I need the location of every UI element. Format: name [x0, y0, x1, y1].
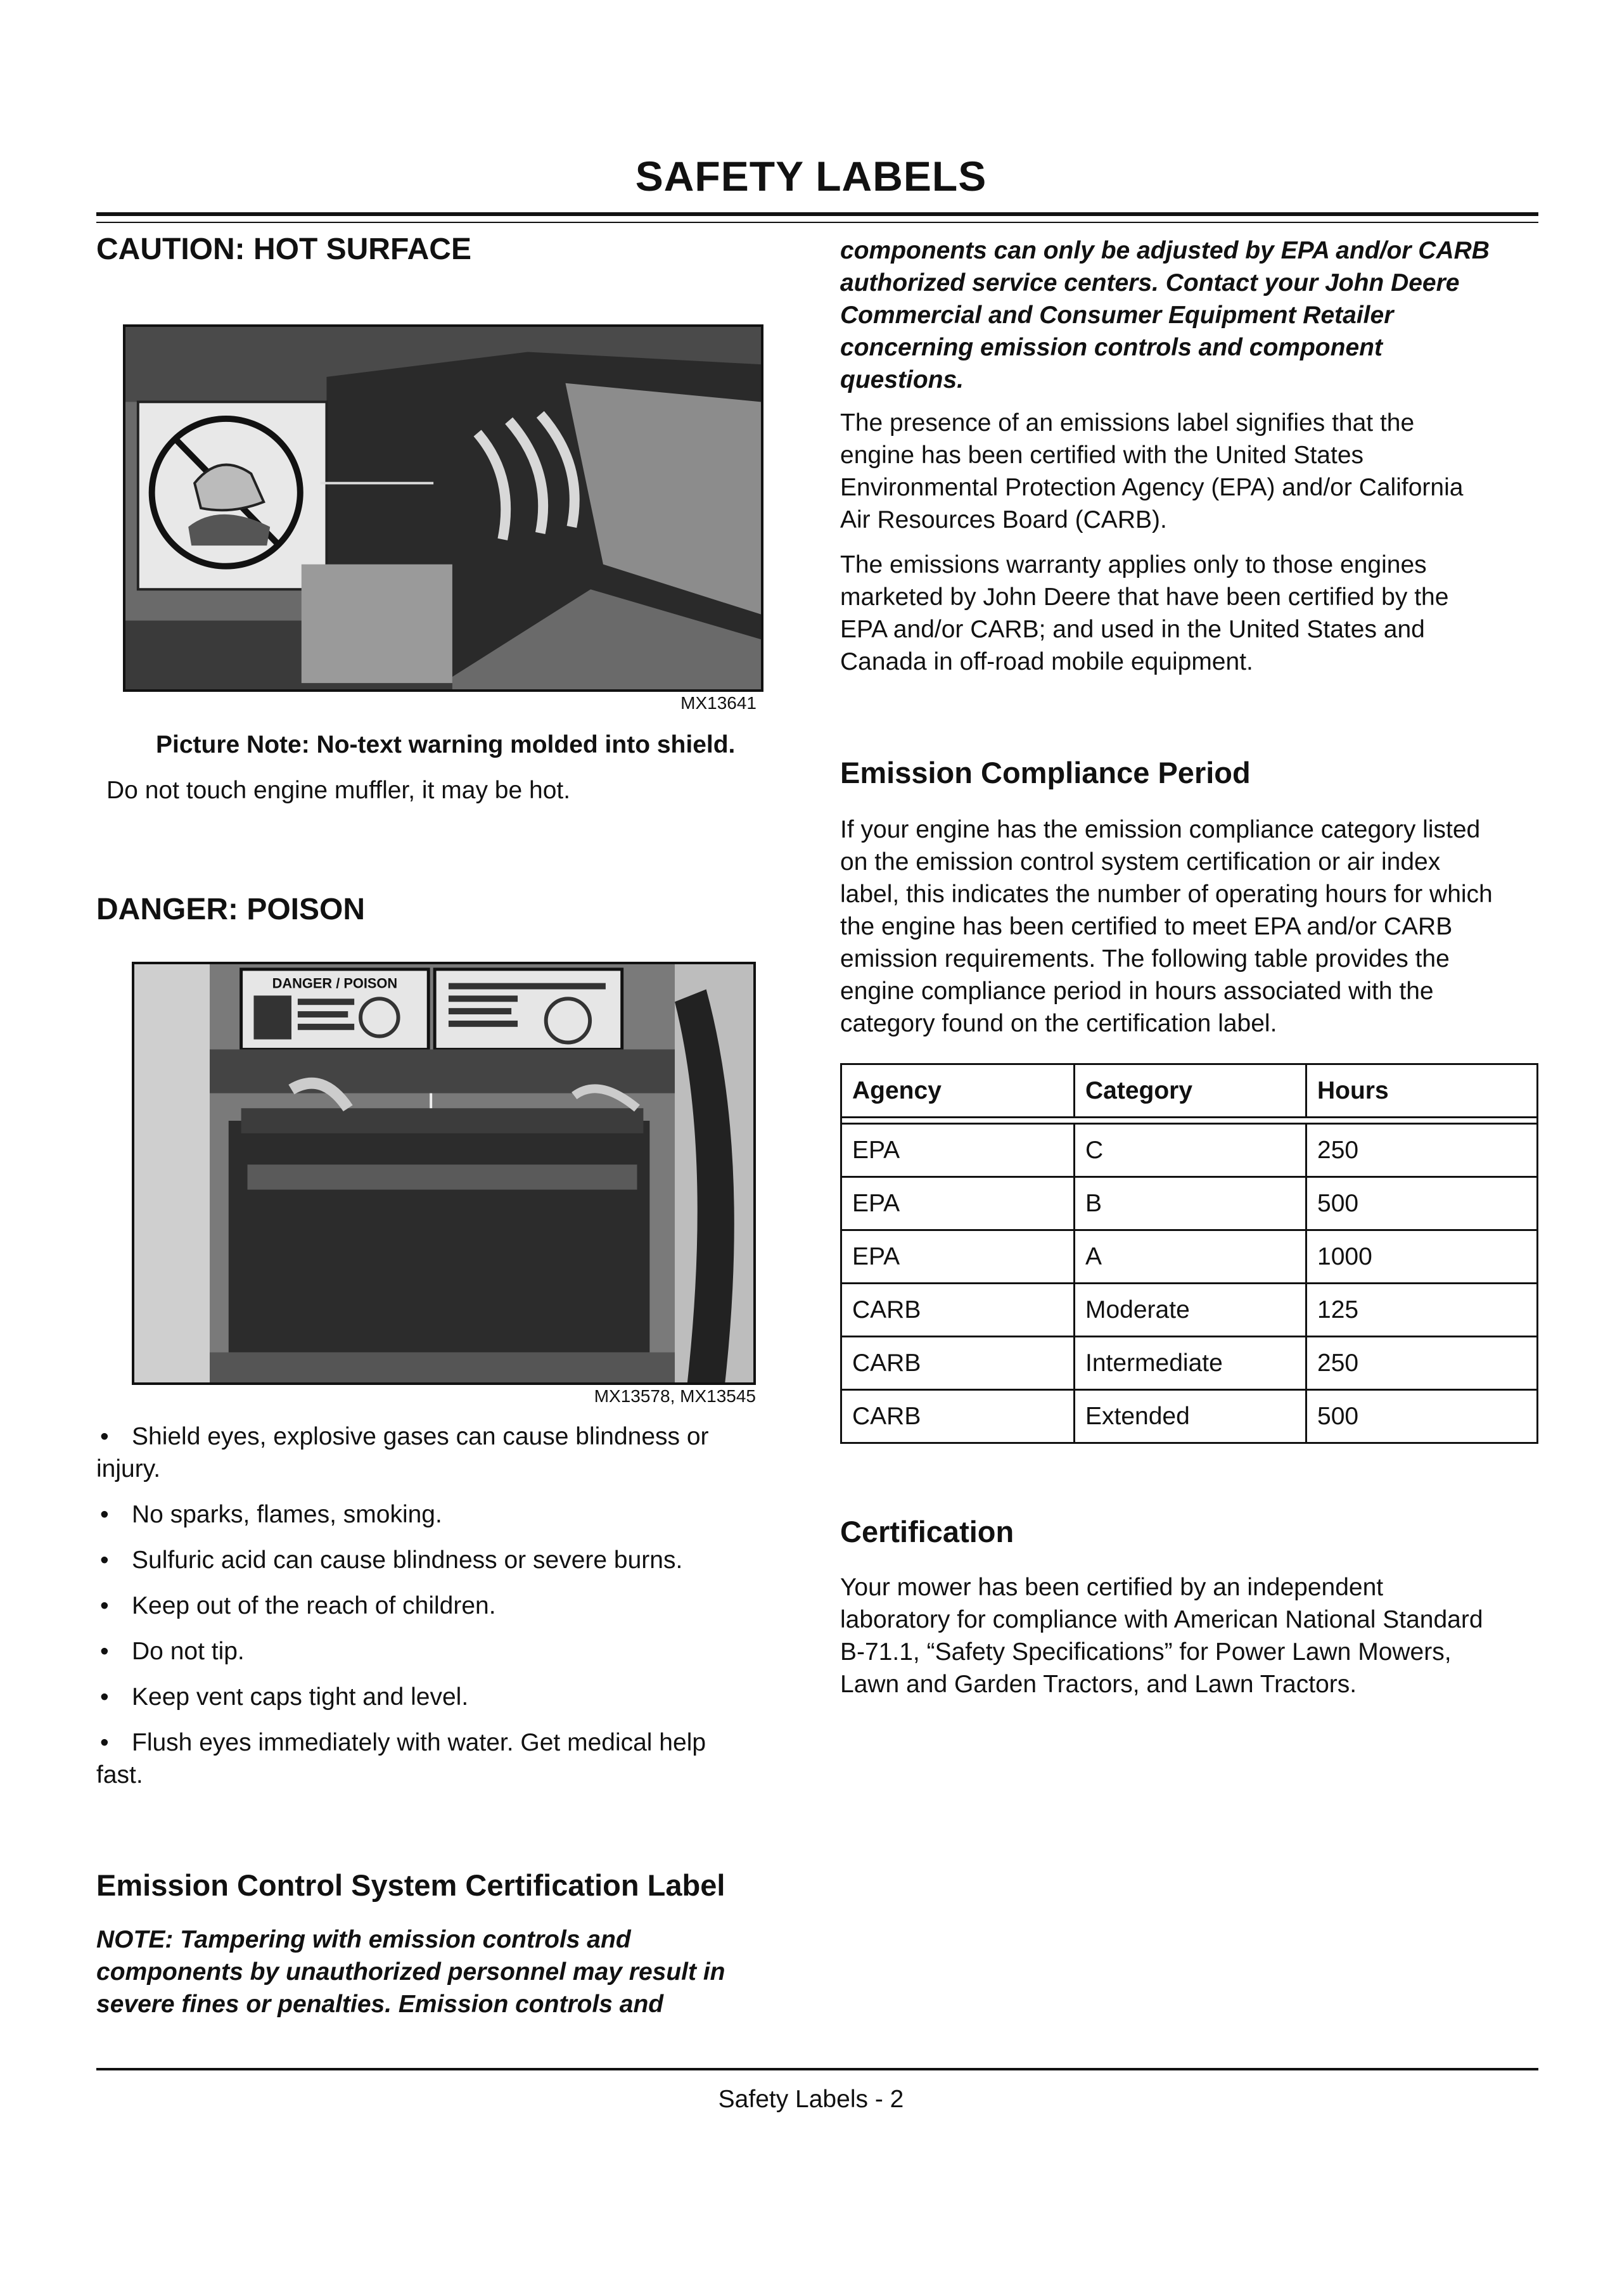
table-cell-category: A: [1075, 1230, 1306, 1284]
emission-paragraph-1: [840, 407, 1543, 536]
bullet-marker: •: [100, 1729, 109, 1756]
table-cell-hours: 250: [1306, 1337, 1538, 1390]
table-cell-hours: 125: [1306, 1284, 1538, 1337]
bullet-marker: •: [100, 1638, 109, 1665]
bullet-marker: •: [100, 1423, 109, 1450]
muffler-shield-illustration: [125, 327, 761, 689]
table-row: [841, 1337, 1538, 1390]
table-row: [841, 1177, 1538, 1230]
paragraph-line: laboratory for compliance with American National Standard: [840, 1606, 1483, 1633]
note-line: authorized service centers. Contact your John Deere: [840, 269, 1460, 297]
emission-paragraph-2: [840, 549, 1543, 678]
header-rule-thick: [96, 212, 1538, 216]
certification-paragraph: [840, 1571, 1543, 1700]
table-cell-category: B: [1075, 1177, 1306, 1230]
battery-illustration: [134, 964, 753, 1382]
danger-bullet-item: [96, 1590, 781, 1622]
note-line: components can only be adjusted by EPA and/or CARB: [840, 237, 1490, 264]
paragraph-line: Air Resources Board (CARB).: [840, 506, 1167, 533]
paragraph-line: label, this indicates the number of operating hours for which: [840, 881, 1493, 908]
table-header-hours: Hours: [1306, 1064, 1538, 1118]
paragraph-line: engine compliance period in hours associated with the: [840, 978, 1434, 1005]
bullet-text: No sparks, flames, smoking.: [132, 1501, 442, 1528]
table-header-category: Category: [1075, 1064, 1306, 1118]
table-cell-agency: EPA: [841, 1124, 1075, 1177]
table-cell-agency: EPA: [841, 1177, 1075, 1230]
danger-bullet-item: [96, 1498, 781, 1531]
note-line: NOTE: Tampering with emission controls and: [96, 1926, 631, 1953]
table-cell-agency: CARB: [841, 1284, 1075, 1337]
paragraph-line: Environmental Protection Agency (EPA) and/or California: [840, 474, 1464, 501]
bullet-text: Flush eyes immediately with water. Get medical help: [132, 1729, 706, 1756]
bullet-text-continued: fast.: [96, 1761, 143, 1789]
table-cell-agency: CARB: [841, 1390, 1075, 1443]
table-header-row: [841, 1064, 1538, 1118]
paragraph-line: Canada in off-road mobile equipment.: [840, 648, 1253, 675]
page-footer: Safety Labels - 2: [718, 2086, 904, 2113]
emission-label-heading: Emission Control System Certification Label: [96, 1868, 725, 1902]
paragraph-line: B-71.1, “Safety Specifications” for Power Lawn Mowers,: [840, 1638, 1452, 1666]
danger-bullet-item: [96, 1420, 781, 1485]
caution-image-code: MX13641: [680, 693, 757, 713]
note-line: Commercial and Consumer Equipment Retailer: [840, 302, 1394, 329]
bullet-text: Do not tip.: [132, 1638, 245, 1665]
table-cell-hours: 500: [1306, 1177, 1538, 1230]
paragraph-line: the engine has been certified to meet EPA and/or CARB: [840, 913, 1453, 940]
paragraph-line: The emissions warranty applies only to those engines: [840, 551, 1427, 578]
paragraph-line: Your mower has been certified by an independent: [840, 1574, 1384, 1601]
footer-rule: [96, 2068, 1538, 2070]
table-cell-category: C: [1075, 1124, 1306, 1177]
danger-heading: DANGER: POISON: [96, 893, 366, 926]
battery-label-danger-poison: DANGER / POISON: [272, 975, 398, 992]
page-title: SAFETY LABELS: [635, 153, 987, 200]
table-cell-category: Intermediate: [1075, 1337, 1306, 1390]
table-header-divider: [841, 1118, 1538, 1124]
paragraph-line: Lawn and Garden Tractors, and Lawn Tractors.: [840, 1671, 1357, 1698]
compliance-heading: Emission Compliance Period: [840, 756, 1251, 789]
table-cell-hours: 1000: [1306, 1230, 1538, 1284]
table-row: [841, 1390, 1538, 1443]
note-line: severe fines or penalties. Emission controls and: [96, 1991, 664, 2018]
bullet-marker: •: [100, 1592, 109, 1619]
table-cell-category: Extended: [1075, 1390, 1306, 1443]
muffler-shield-photo: [123, 324, 763, 692]
compliance-paragraph: [840, 813, 1543, 1040]
table-cell-agency: EPA: [841, 1230, 1075, 1284]
bullet-text: Keep vent caps tight and level.: [132, 1683, 469, 1711]
paragraph-line: emission requirements. The following table provides the: [840, 945, 1450, 973]
table-row: [841, 1124, 1538, 1177]
table-row: [841, 1230, 1538, 1284]
emission-note-part1: [96, 1923, 806, 2020]
danger-bullet-item: [96, 1726, 781, 1791]
table-cell-hours: 250: [1306, 1124, 1538, 1177]
paragraph-line: marketed by John Deere that have been certified by the: [840, 584, 1449, 611]
note-line: concerning emission controls and component: [840, 334, 1383, 361]
danger-image-code: MX13578, MX13545: [594, 1386, 756, 1406]
table-cell-agency: CARB: [841, 1337, 1075, 1390]
paragraph-line: If your engine has the emission compliance category listed: [840, 816, 1481, 843]
table-cell-category: Moderate: [1075, 1284, 1306, 1337]
bullet-marker: •: [100, 1683, 109, 1711]
paragraph-line: The presence of an emissions label signifies that the: [840, 409, 1415, 437]
paragraph-line: EPA and/or CARB; and used in the United States and: [840, 616, 1425, 643]
table-row: [841, 1284, 1538, 1337]
paragraph-line: on the emission control system certification or air index: [840, 848, 1441, 876]
caution-heading: CAUTION: HOT SURFACE: [96, 233, 471, 266]
table-divider-cell: [841, 1118, 1538, 1124]
danger-bullet-item: [96, 1635, 781, 1668]
note-line: components by unauthorized personnel may result in: [96, 1958, 725, 1986]
danger-bullet-item: [96, 1544, 781, 1576]
paragraph-line: engine has been certified with the United States: [840, 442, 1364, 469]
battery-photo: [132, 962, 756, 1385]
bullet-marker: •: [100, 1501, 109, 1528]
caution-text: Do not touch engine muffler, it may be hot.: [106, 777, 571, 804]
bullet-text: Sulfuric acid can cause blindness or severe burns.: [132, 1547, 683, 1574]
danger-bullet-list: [96, 1420, 781, 1804]
emission-note-part2: [840, 234, 1543, 396]
bullet-text: Shield eyes, explosive gases can cause blindness or: [132, 1423, 709, 1450]
bullet-marker: •: [100, 1547, 109, 1574]
bullet-text-continued: injury.: [96, 1455, 161, 1483]
paragraph-line: category found on the certification label.: [840, 1010, 1277, 1037]
note-line: questions.: [840, 366, 964, 393]
table-header-agency: Agency: [841, 1064, 1075, 1118]
caution-picture-note: Picture Note: No-text warning molded into shield.: [156, 731, 736, 758]
bullet-text: Keep out of the reach of children.: [132, 1592, 496, 1619]
table-cell-hours: 500: [1306, 1390, 1538, 1443]
danger-bullet-item: [96, 1681, 781, 1713]
certification-heading: Certification: [840, 1515, 1014, 1548]
compliance-table: [840, 1063, 1538, 1444]
header-rule-thin: [96, 222, 1538, 223]
